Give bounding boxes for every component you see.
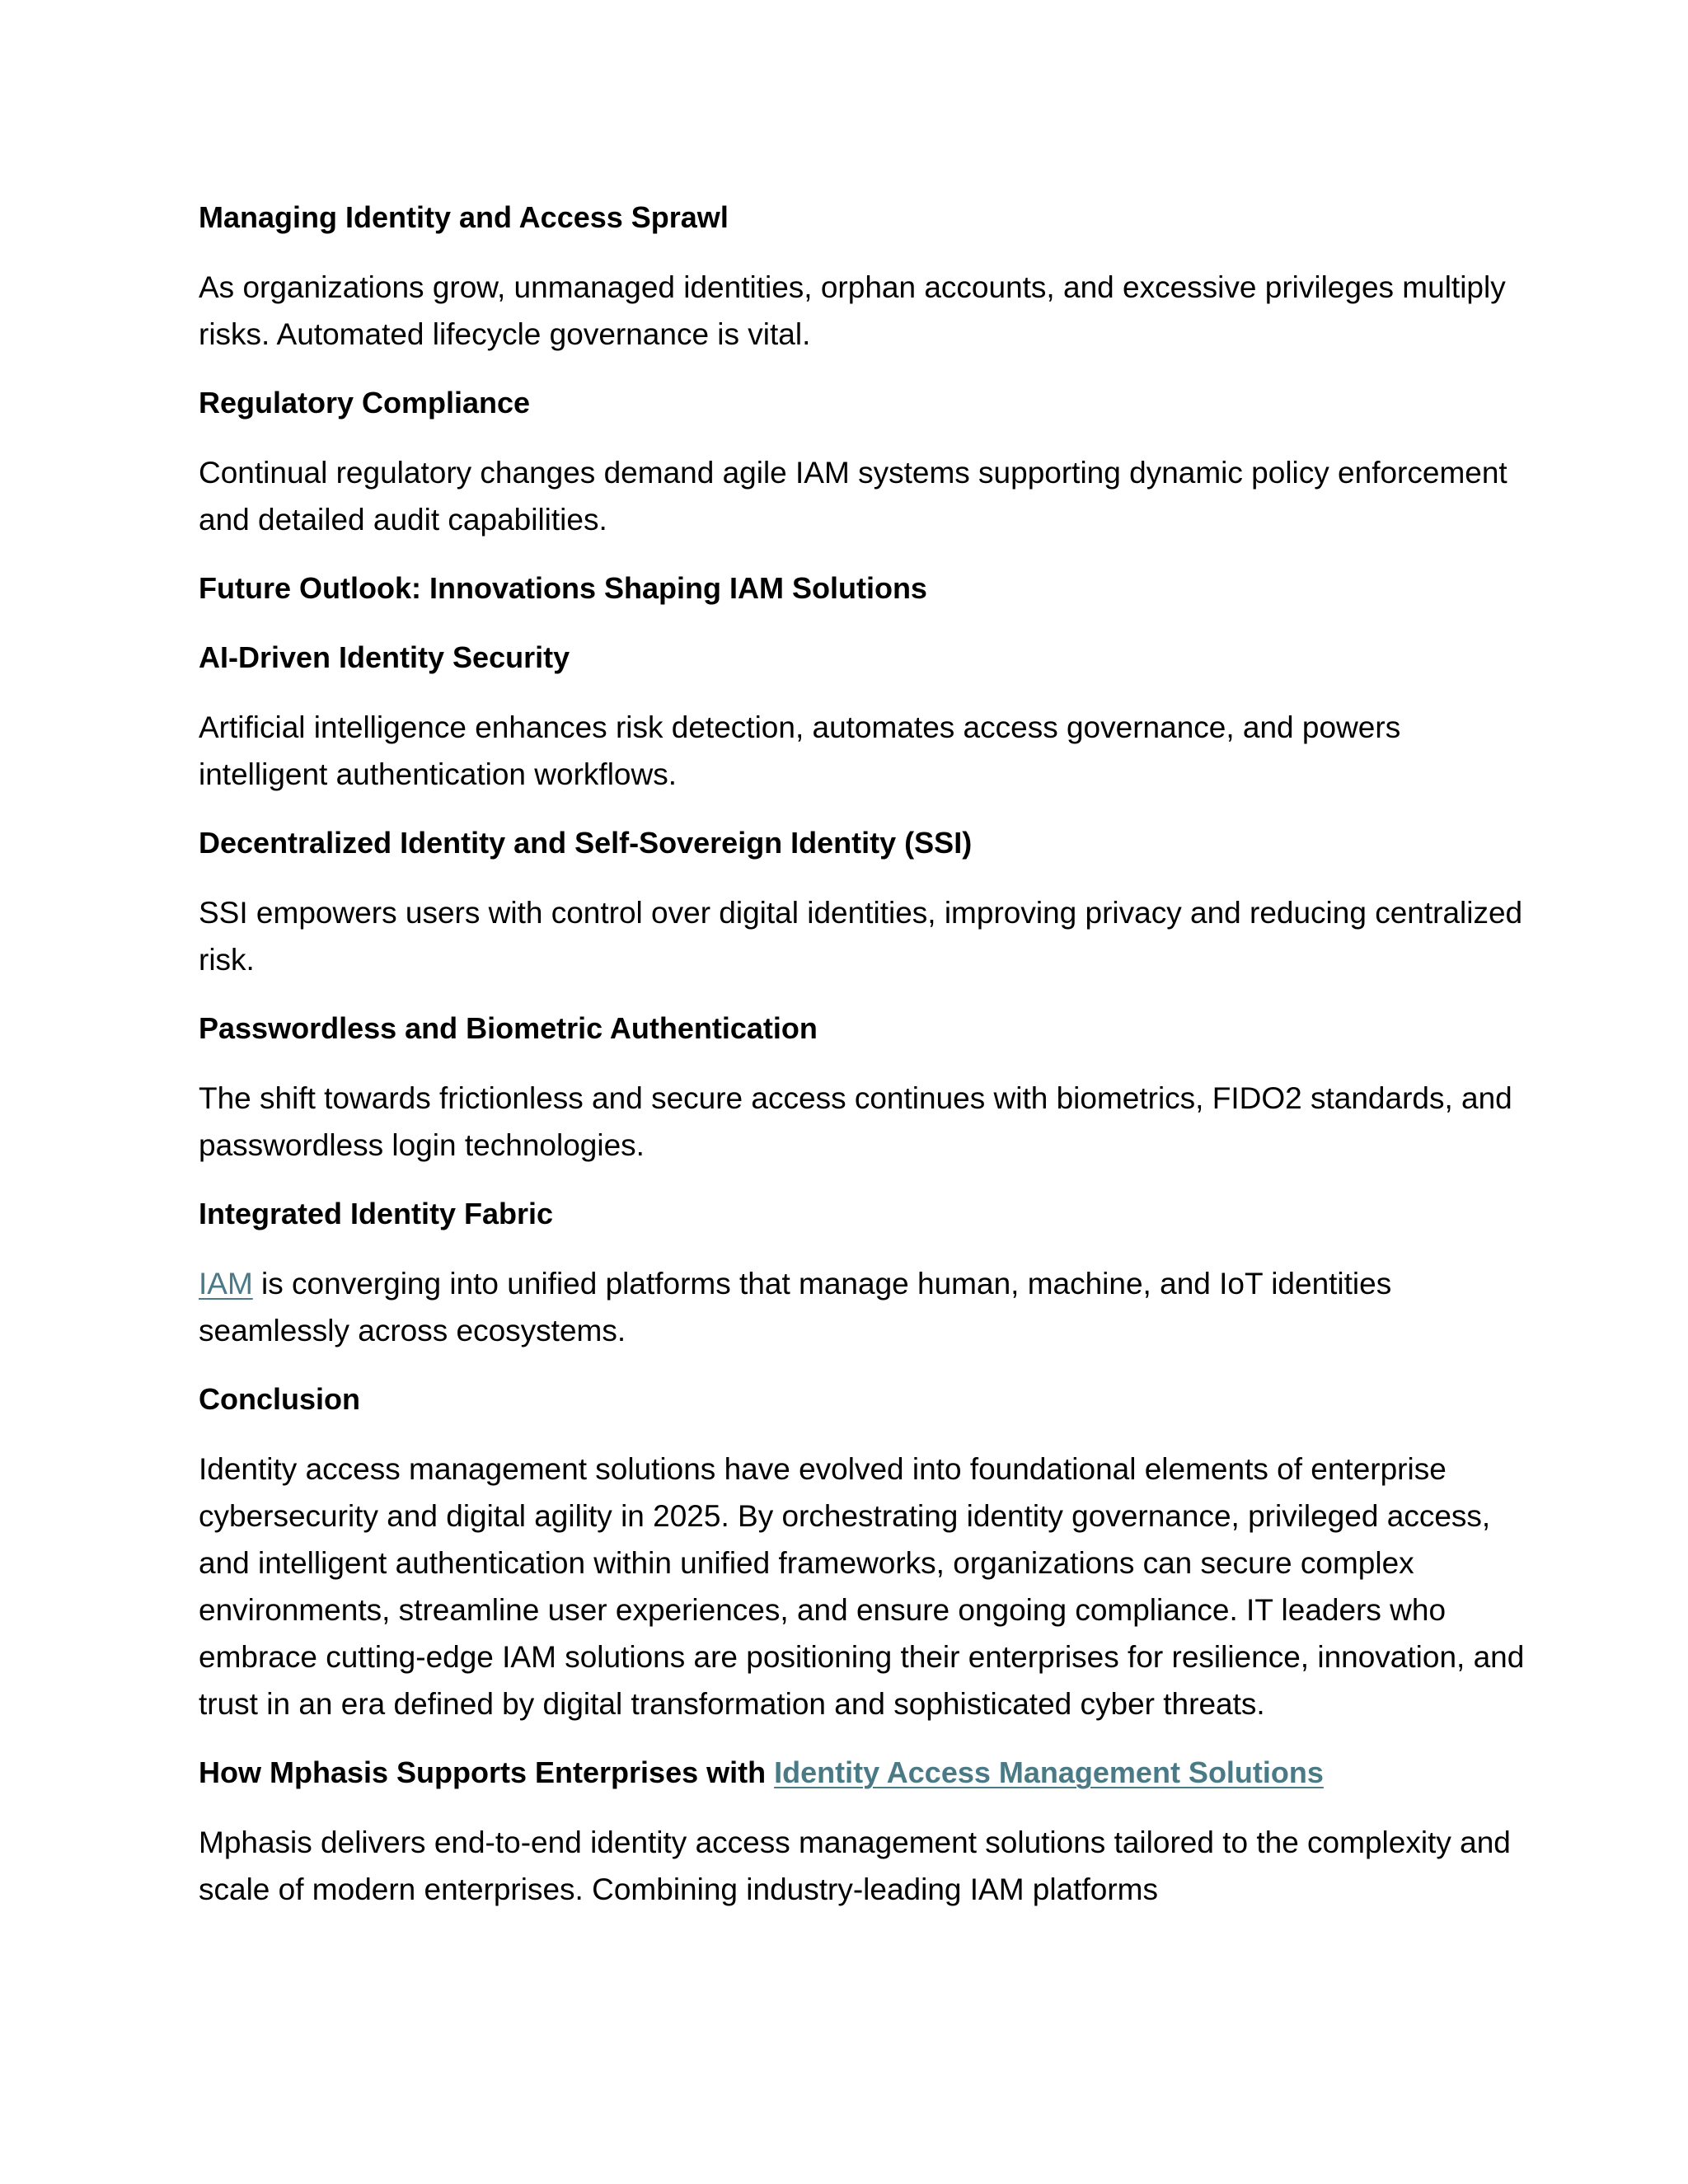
paragraph-conclusion: Identity access management solutions have evolved into foundational elements of enterprise cybersecurity and digital agility in 2025. By orchestrating identity governance, privileged access, and intelligent authentication within unified frameworks, organizations can secure complex environments, streamline user experiences, and ensure ongoing compliance. IT leaders who embrace cutting-edge IAM solutions are positioning their enterprises for resilience, innovation, and trust in an era defined by digital transformation and sophisticated cyber threats. <box>199 1452 1525 1721</box>
paragraph-regulatory-compliance: Continual regulatory changes demand agile IAM systems supporting dynamic policy enforcement and detailed audit capabilities. <box>199 456 1507 537</box>
heading-ai-driven-security: AI-Driven Identity Security <box>199 640 570 674</box>
heading-mphasis-support <box>199 1750 1534 1796</box>
heading-identity-sprawl: Managing Identity and Access Sprawl <box>199 200 729 234</box>
paragraph-identity-fabric <box>199 1260 1534 1354</box>
paragraph-ai-driven-security: Artificial intelligence enhances risk detection, automates access governance, and powers intelligent authentication workflows. <box>199 710 1401 791</box>
paragraph-passwordless-auth: The shift towards frictionless and secure access continues with biometrics, FIDO2 standards, and passwordless login technologies. <box>199 1081 1512 1162</box>
heading-decentralized-identity: Decentralized Identity and Self-Sovereign Identity (SSI) <box>199 826 973 860</box>
iam-link[interactable]: IAM <box>199 1267 253 1301</box>
heading-identity-fabric: Integrated Identity Fabric <box>199 1197 554 1230</box>
document-page <box>199 194 1534 1935</box>
heading-future-outlook: Future Outlook: Innovations Shaping IAM Solutions <box>199 571 927 605</box>
heading-regulatory-compliance: Regulatory Compliance <box>199 386 531 419</box>
paragraph-identity-fabric-text: is converging into unified platforms that manage human, machine, and IoT identities seamlessly across ecosystems. <box>199 1267 1392 1347</box>
paragraph-decentralized-identity: SSI empowers users with control over digital identities, improving privacy and reducing centralized risk. <box>199 896 1523 977</box>
paragraph-identity-sprawl: As organizations grow, unmanaged identities, orphan accounts, and excessive privileges multiply risks. Automated lifecycle governance is vital. <box>199 270 1506 351</box>
paragraph-mphasis-support: Mphasis delivers end-to-end identity access management solutions tailored to the complexity and scale of modern enterprises. Combining industry-leading IAM platforms <box>199 1825 1511 1906</box>
heading-mphasis-prefix: How Mphasis Supports Enterprises with <box>199 1755 775 1789</box>
heading-conclusion: Conclusion <box>199 1382 360 1416</box>
heading-passwordless-auth: Passwordless and Biometric Authentication <box>199 1011 818 1045</box>
iam-solutions-link[interactable]: Identity Access Management Solutions <box>774 1755 1324 1789</box>
